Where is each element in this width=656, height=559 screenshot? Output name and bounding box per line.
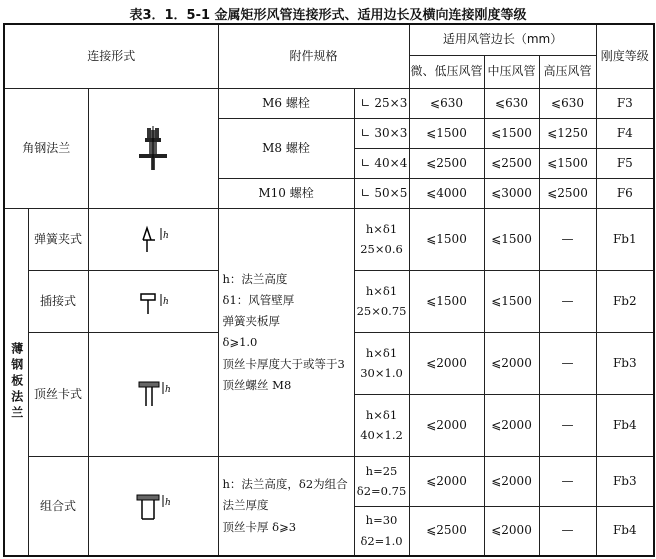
insert-icon: [133, 286, 173, 316]
cell-low: ⩽2500: [409, 148, 484, 178]
cell-grade: Fb2: [596, 270, 654, 332]
cell-grade: Fb3: [596, 332, 654, 394]
header-low-pressure: 微、低压风管: [409, 55, 484, 88]
cell-low: ⩽2000: [409, 394, 484, 456]
cell-mid: ⩽2000: [484, 506, 539, 556]
cell-low: ⩽4000: [409, 178, 484, 208]
cell-grade: Fb1: [596, 208, 654, 270]
combination-spec: h：法兰高度，δ2为组合法兰厚度 顶丝卡厚 δ⩾3: [218, 457, 354, 556]
cell-low: ⩽630: [409, 88, 484, 118]
cell-high: —: [539, 394, 596, 456]
header-mid-pressure: 中压风管: [484, 55, 539, 88]
header-high-pressure: 高压风管: [539, 55, 596, 88]
table-title: 表3．1．5-1 金属矩形风管连接形式、适用边长及横向连接刚度等级: [129, 8, 527, 23]
angle-spec: ∟ 30×3: [354, 118, 409, 148]
cell-grade: F4: [596, 118, 654, 148]
spring-clip-diagram: [88, 208, 218, 270]
insert-diagram: [88, 270, 218, 332]
cell-grade: F5: [596, 148, 654, 178]
dim-cell: h=30 δ2=1.0: [354, 506, 409, 556]
cell-mid: ⩽2000: [484, 457, 539, 507]
angle-spec: ∟ 40×4: [354, 148, 409, 178]
combination-diagram: [88, 457, 218, 556]
cell-mid: ⩽630: [484, 88, 539, 118]
top-wire-diagram: [88, 332, 218, 456]
cell-high: —: [539, 506, 596, 556]
cell-high: —: [539, 270, 596, 332]
cell-grade: Fb3: [596, 457, 654, 507]
cell-low: ⩽1500: [409, 118, 484, 148]
subtype-top-wire: 顶丝卡式: [28, 332, 88, 456]
cell-low: ⩽2500: [409, 506, 484, 556]
header-connection-form: 连接形式: [4, 24, 218, 88]
angle-spec: ∟ 25×3: [354, 88, 409, 118]
angle-flange-diagram: [88, 88, 218, 208]
subtype-combination: 组合式: [28, 457, 88, 556]
dim-cell: h×δ1 30×1.0: [354, 332, 409, 394]
subtype-spring-clip: 弹簧夹式: [28, 208, 88, 270]
cell-high: ⩽2500: [539, 178, 596, 208]
cell-grade: Fb4: [596, 394, 654, 456]
header-applicable-length: 适用风管边长（mm）: [409, 24, 596, 55]
combination-icon: [131, 489, 175, 523]
spring-clip-icon: [133, 224, 173, 254]
cell-high: —: [539, 208, 596, 270]
thin-flange-label: 薄钢板法兰: [4, 208, 28, 556]
cell-grade: F3: [596, 88, 654, 118]
cell-grade: F6: [596, 178, 654, 208]
subtype-insert: 插接式: [28, 270, 88, 332]
cell-mid: ⩽2000: [484, 332, 539, 394]
svg-text:h: h: [165, 498, 171, 509]
svg-text:h: h: [163, 231, 169, 242]
cell-mid: ⩽2500: [484, 148, 539, 178]
svg-text:h: h: [163, 297, 169, 308]
svg-text:h: h: [165, 385, 171, 396]
dim-cell: h=25 δ2=0.75: [354, 457, 409, 507]
header-fitting-spec: 附件规格: [218, 24, 409, 88]
cell-mid: ⩽1500: [484, 118, 539, 148]
top-wire-icon: [133, 374, 173, 414]
cell-low: ⩽1500: [409, 270, 484, 332]
cell-high: —: [539, 332, 596, 394]
cell-mid: ⩽3000: [484, 178, 539, 208]
dim-cell: h×δ1 25×0.6: [354, 208, 409, 270]
bolt-spec: M6 螺栓: [218, 88, 354, 118]
angle-spec: ∟ 50×5: [354, 178, 409, 208]
cell-high: —: [539, 457, 596, 507]
cell-low: ⩽1500: [409, 208, 484, 270]
thin-flange-spec: h：法兰高度 δ1：风管壁厚 弹簧夹板厚 δ⩾1.0 顶丝卡厚度大于或等于3 顶丝螺丝 M8: [218, 208, 354, 456]
cell-high: ⩽1250: [539, 118, 596, 148]
cell-low: ⩽2000: [409, 457, 484, 507]
bolt-spec: M10 螺栓: [218, 178, 354, 208]
cell-mid: ⩽2000: [484, 394, 539, 456]
cell-grade: Fb4: [596, 506, 654, 556]
connection-table: [3, 23, 655, 557]
cell-mid: ⩽1500: [484, 270, 539, 332]
angle-flange-icon: [133, 124, 173, 172]
header-rigidity: 刚度等级: [596, 24, 654, 88]
cell-high: ⩽1500: [539, 148, 596, 178]
dim-cell: h×δ1 25×0.75: [354, 270, 409, 332]
angle-flange-label: 角钢法兰: [4, 88, 88, 208]
dim-cell: h×δ1 40×1.2: [354, 394, 409, 456]
cell-high: ⩽630: [539, 88, 596, 118]
cell-mid: ⩽1500: [484, 208, 539, 270]
bolt-spec: M8 螺栓: [218, 118, 354, 178]
cell-low: ⩽2000: [409, 332, 484, 394]
